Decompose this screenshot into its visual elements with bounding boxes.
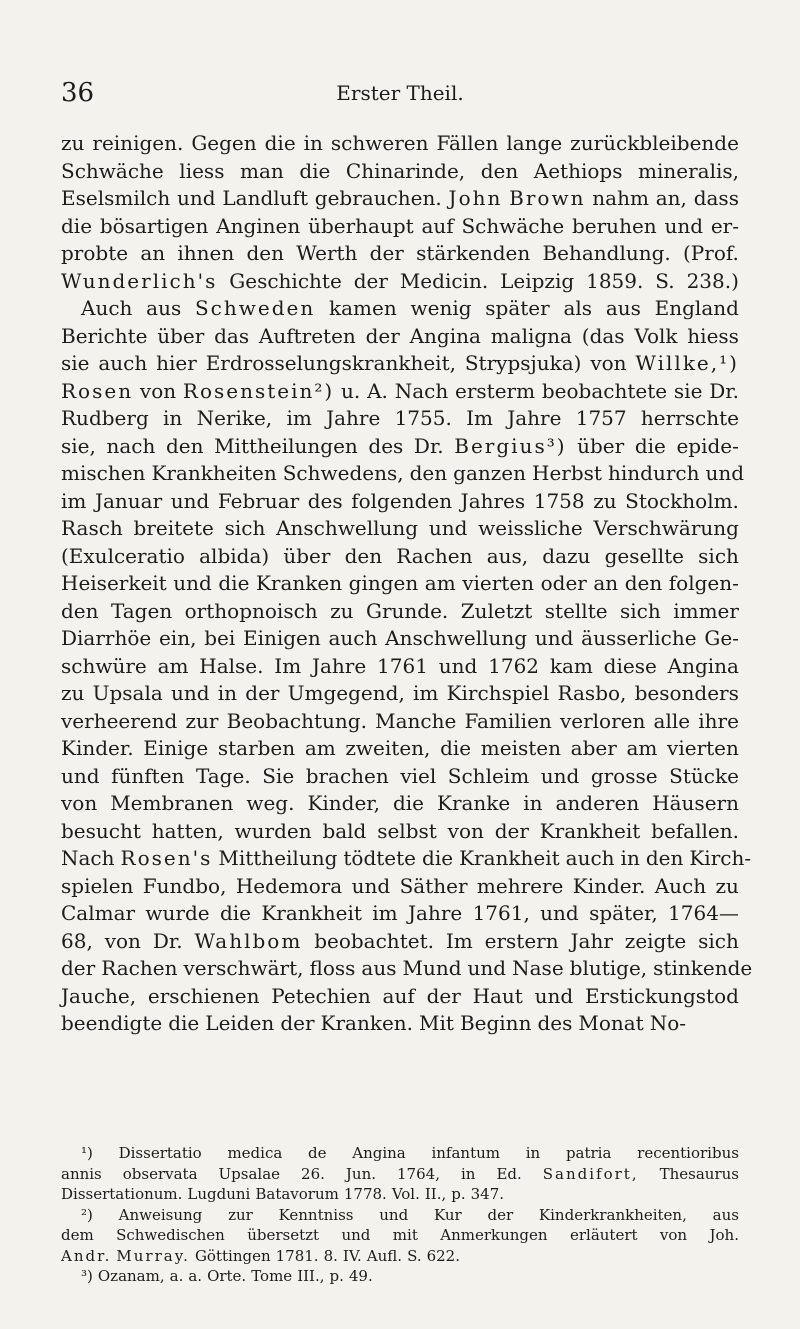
footnote-line: dem Schwedischen übersetzt und mit Anmerkungen erläutert von Joh. [61, 1226, 739, 1244]
footnote-line: ¹) Dissertatio medica de Angina infantum in patria recentioribus [81, 1144, 739, 1162]
text-line: mischen Krankheiten Schwedens, den ganzen Herbst hindurch und [61, 461, 745, 485]
running-title: Erster Theil. [336, 81, 464, 105]
page-header [0, 78, 800, 112]
text-line: Nach Rosen's Mittheilung tödtete die Krankheit auch in den Kirch- [61, 846, 752, 870]
text-line: besucht hatten, wurden bald selbst von der Krankheit befallen. [61, 818, 739, 843]
text-line: zu Upsala und in der Umgegend, im Kirchspiel Rasbo, besonders [61, 681, 739, 705]
footnote-line: Dissertationum. Lugduni Batavorum 1778. Vol. II., p. 347. [61, 1185, 505, 1203]
footnotes [61, 1143, 739, 1287]
text-line: Rudberg in Nerike, im Jahre 1755. Im Jahre 1757 herrschte [61, 406, 739, 430]
text-line: Rosen von Rosenstein²) u. A. Nach ersterm beobachtete sie Dr. [61, 378, 739, 403]
text-line: Berichte über das Auftreten der Angina maligna (das Volk hiess [61, 323, 739, 348]
text-line: Jauche, erschienen Petechien auf der Haut und Erstickungstod [61, 983, 739, 1008]
text-line: Calmar wurde die Krankheit im Jahre 1761, und später, 1764— [61, 901, 739, 925]
text-line: Auch aus Schweden kamen wenig später als aus England [81, 296, 739, 320]
text-line: Eselsmilch und Landluft gebrauchen. John Brown nahm an, dass [61, 186, 739, 210]
text-line: und fünften Tage. Sie brachen viel Schleim und grosse Stücke [61, 763, 739, 788]
text-line: im Januar und Februar des folgenden Jahres 1758 zu Stockholm. [61, 488, 739, 513]
text-line: probte an ihnen den Werth der stärkenden Behandlung. (Prof. [61, 241, 739, 265]
text-line: Rasch breitete sich Anschwellung und weissliche Verschwärung [61, 516, 739, 540]
text-line: 68, von Dr. Wahlbom beobachtet. Im erstern Jahr zeigte sich [61, 928, 739, 953]
text-line: (Exulceratio albida) über den Rachen aus, dazu gesellte sich [61, 543, 739, 568]
text-line: verheerend zur Beobachtung. Manche Familien verloren alle ihre [61, 708, 739, 733]
footnote-line: annis observata Upsalae 26. Jun. 1764, in Ed. Sandifort, Thesaurus [61, 1164, 739, 1183]
page-number: 36 [61, 78, 95, 108]
text-line: Wunderlich's Geschichte der Medicin. Leipzig 1859. S. 238.) [61, 268, 739, 293]
text-line: sie, nach den Mittheilungen des Dr. Bergius³) über die epide- [61, 433, 739, 458]
text-line: sie auch hier Erdrosselungskrankheit, Strypsjuka) von Willke,¹) [61, 351, 739, 375]
text-line: von Membranen weg. Kinder, die Kranke in anderen Häusern [61, 791, 739, 815]
text-line: spielen Fundbo, Hedemora und Säther mehrere Kinder. Auch zu [61, 873, 739, 898]
text-line: beendigte die Leiden der Kranken. Mit Beginn des Monat No- [61, 1011, 687, 1035]
text-line: zu reinigen. Gegen die in schweren Fällen lange zurückbleibende [61, 131, 739, 155]
body-text [61, 130, 753, 1038]
text-line: Diarrhöe ein, bei Einigen auch Anschwellung und äusserliche Ge- [61, 626, 739, 650]
text-line: der Rachen verschwärt, floss aus Mund und Nase blutige, stinkende [61, 956, 753, 980]
footnote-line: ³) Ozanam, a. a. Orte. Tome III., p. 49. [81, 1267, 373, 1285]
text-line: den Tagen orthopnoisch zu Grunde. Zuletzt stellte sich immer [61, 598, 739, 623]
text-line: Schwäche liess man die Chinarinde, den Aethiops mineralis, [61, 158, 739, 183]
text-line: schwüre am Halse. Im Jahre 1761 und 1762 kam diese Angina [61, 653, 739, 678]
text-line: Heiserkeit und die Kranken gingen am vierten oder an den folgen- [61, 571, 739, 595]
text-line: die bösartigen Anginen überhaupt auf Schwäche beruhen und er- [61, 213, 739, 238]
text-line: Kinder. Einige starben am zweiten, die meisten aber am vierten [61, 736, 739, 760]
footnote-line: ²) Anweisung zur Kenntniss und Kur der Kinderkrankheiten, aus [81, 1205, 739, 1224]
footnote-line: Andr. Murray. Göttingen 1781. 8. IV. Aufl. S. 622. [61, 1246, 460, 1265]
